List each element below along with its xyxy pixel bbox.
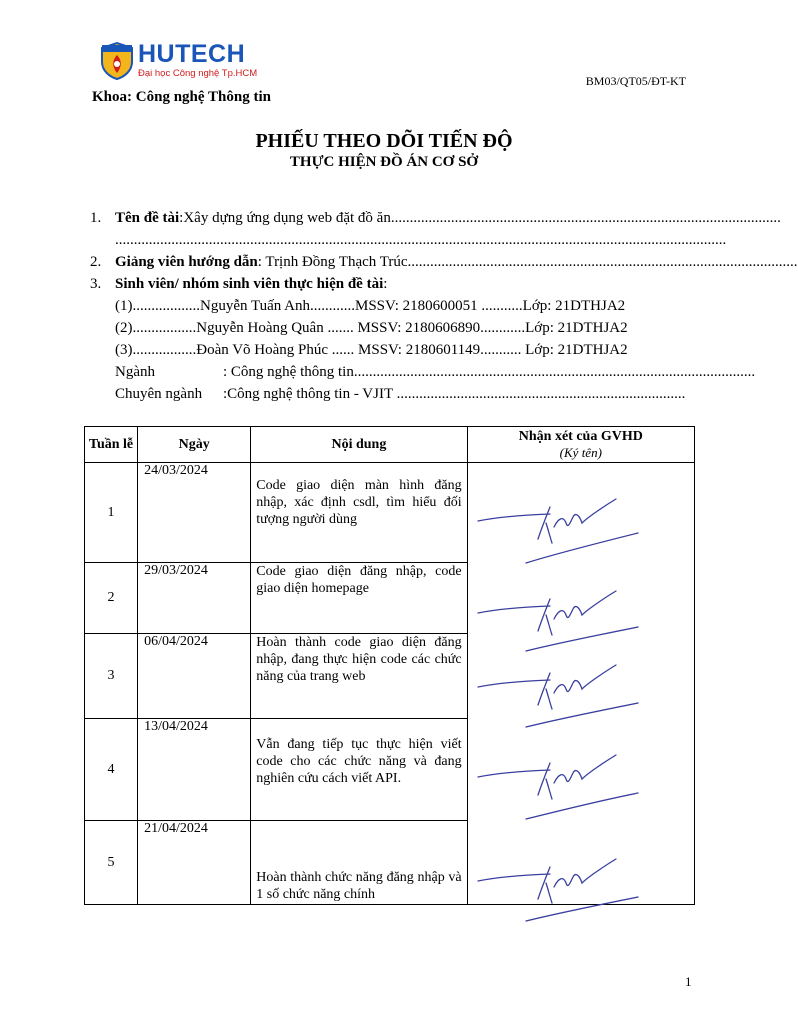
- dot-leader: ........................................................................................................: [390, 210, 781, 226]
- topic-value: :Xây dựng ứng dụng web đặt đồ ăn: [179, 210, 391, 226]
- content-cell: [251, 463, 467, 563]
- page-subtitle: THỰC HIỆN ĐỒ ÁN CƠ SỞ: [289, 154, 479, 170]
- date-cell: 21/04/2024: [138, 821, 251, 905]
- project-info: [90, 207, 798, 405]
- specialization-line: [90, 383, 696, 405]
- date-cell: 29/03/2024: [138, 563, 251, 634]
- students-label: Sinh viên/ nhóm sinh viên thực hiện đề tài: [115, 276, 384, 292]
- content-text: Hoàn thành chức năng đăng nhập và 1 số chức năng chính: [256, 870, 462, 902]
- advisor-line: [90, 251, 798, 273]
- student-line: (3).................Đoàn Võ Hoàng Phúc ...... MSSV: 2180601149........... Lớp: 21DTHJA2: [115, 342, 628, 358]
- signature-1: [478, 499, 638, 563]
- faculty-value: Công nghệ Thông tin: [135, 89, 271, 105]
- topic-continuation-line: [90, 229, 727, 251]
- topic-number: 1.: [90, 210, 102, 226]
- hutech-shield-icon: [100, 42, 134, 80]
- date-cell: 13/04/2024: [138, 719, 251, 821]
- progress-table: [84, 426, 695, 905]
- faculty-line: [92, 89, 271, 106]
- date-cell: 06/04/2024: [138, 634, 251, 719]
- specialization-value: :Công nghệ thông tin - VJIT: [223, 386, 393, 402]
- students-number: 3.: [90, 276, 102, 292]
- content-cell: [251, 719, 467, 821]
- table-header-row: [85, 427, 695, 463]
- header-week: Tuần lễ: [85, 427, 138, 463]
- signature-2: [478, 591, 638, 651]
- advisor-number: 2.: [90, 254, 102, 270]
- logo-subtitle: Đại học Công nghệ Tp.HCM: [138, 68, 258, 79]
- dot-leader: .............................................................................: [392, 386, 686, 402]
- header-remark: [467, 427, 694, 463]
- advisor-signatures: [468, 463, 695, 903]
- topic-label: Tên đề tài: [115, 210, 180, 226]
- specialization-label: Chuyên ngành: [115, 386, 203, 402]
- advisor-value: : Trịnh Đồng Thạch Trúc: [257, 254, 408, 270]
- signature-4: [478, 755, 638, 819]
- content-text: Hoàn thành code giao diện đăng nhập, đang thực hiện code các chức năng của trang web: [256, 635, 462, 684]
- students-colon: :: [383, 276, 388, 292]
- content-text: Vẫn đang tiếp tục thực hiện viết code cho các chức năng và đang nghiên cứu cách viết API.: [256, 737, 462, 786]
- table-row: [85, 463, 695, 563]
- faculty-label: Khoa:: [92, 89, 133, 105]
- date-cell: 24/03/2024: [138, 463, 251, 563]
- week-cell: 5: [85, 821, 138, 905]
- dot-leader: ........................................................................................................: [407, 254, 798, 270]
- header-date: Ngày: [138, 427, 251, 463]
- week-cell: 3: [85, 634, 138, 719]
- topic-line: [90, 207, 781, 229]
- content-cell: [251, 634, 467, 719]
- week-cell: 4: [85, 719, 138, 821]
- content-text: Code giao diện màn hình đăng nhập, xác định csdl, tìm hiểu đối tượng người dùng: [256, 478, 462, 527]
- advisor-label: Giảng viên hướng dẫn: [115, 254, 258, 270]
- signature-3: [478, 665, 638, 727]
- student-line: (2).................Nguyễn Hoàng Quân ....... MSSV: 2180606890............Lớp: 21DTHJA2: [115, 320, 628, 336]
- student-line: (1)..................Nguyễn Tuấn Anh............MSSV: 2180600051 ...........Lớp: 21DTHJA2: [115, 298, 626, 314]
- form-code: BM03/QT05/ĐT-KT: [585, 74, 686, 88]
- signature-5: [478, 859, 638, 921]
- students-label-line: [90, 273, 696, 295]
- dot-leader: ...........................................................................................................: [353, 364, 756, 380]
- page-number: 1: [685, 974, 692, 989]
- content-text: Code giao diện đăng nhập, code giao diện homepage: [256, 564, 462, 596]
- page-title: PHIẾU THEO DÕI TIẾN ĐỘ: [255, 130, 513, 152]
- header-remark-title: Nhận xét của GVHD: [518, 428, 643, 444]
- signature-column: [467, 463, 694, 905]
- major-line: [90, 361, 756, 383]
- header-remark-sub: (Ký tên): [559, 444, 602, 460]
- week-cell: 2: [85, 563, 138, 634]
- major-label: Ngành: [115, 364, 155, 380]
- week-cell: 1: [85, 463, 138, 563]
- major-value: : Công nghệ thông tin: [223, 364, 354, 380]
- logo-name: HUTECH: [138, 40, 246, 68]
- content-cell: [251, 821, 467, 905]
- hutech-logo: [100, 42, 260, 82]
- dot-leader: ...................................................................................................................................................................: [115, 232, 727, 248]
- content-cell: [251, 563, 467, 634]
- header-content: Nội dung: [251, 427, 467, 463]
